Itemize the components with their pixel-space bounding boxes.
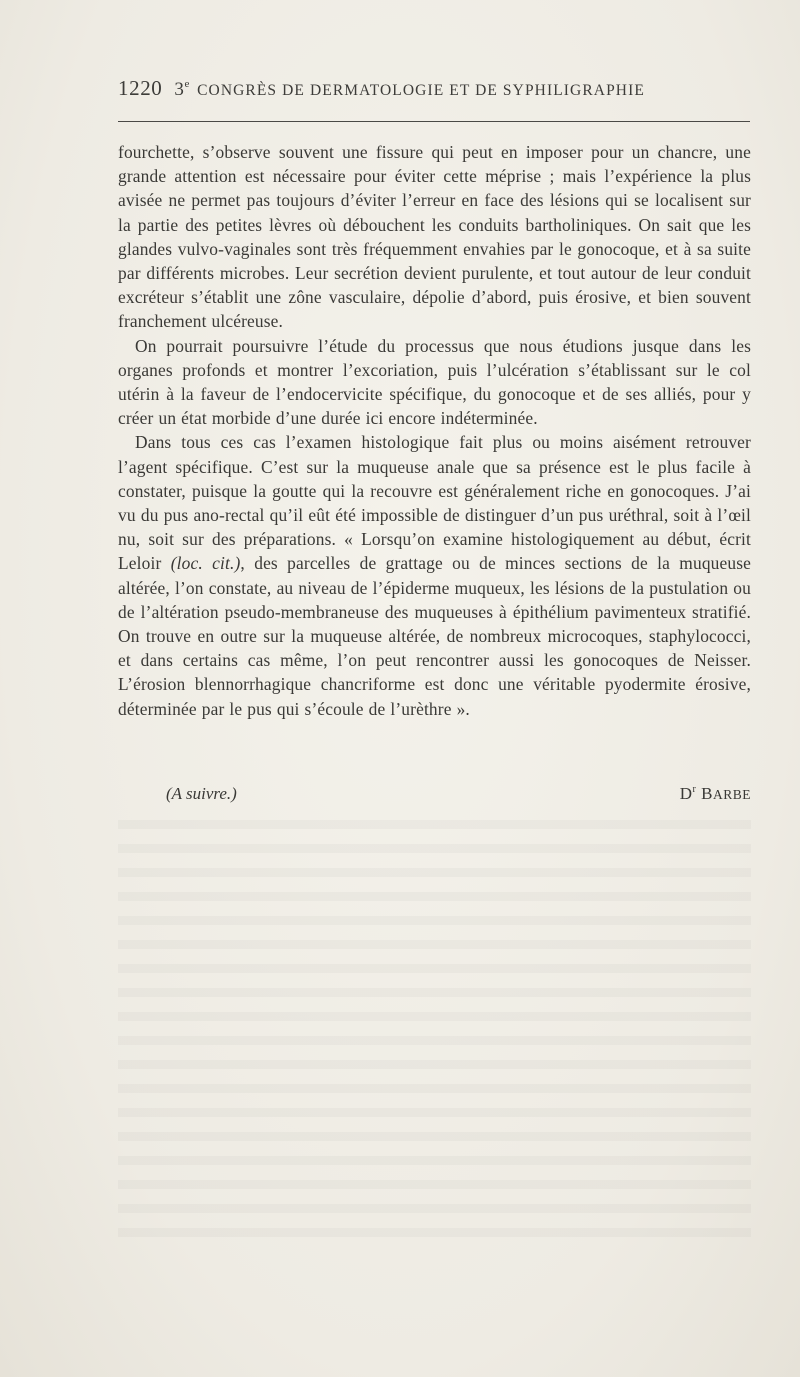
citation-loc-cit: (loc. cit.)	[170, 553, 241, 574]
page-number: 1220	[118, 76, 163, 100]
article-body	[118, 140, 751, 721]
author-signature	[680, 784, 751, 804]
author-title-sup: r	[692, 784, 697, 795]
paragraph-3-part-1: Dans tous ces cas l’examen histologique fait plus ou moins aisément retrouver l’agent spécifique. C’est sur la muqueuse anale que sa présence est le plus facile à constater, puisque la goutte qui la recouvre est généralement riche en gonocoques. J’ai vu du pus ano-rectal qu’il eût été impossible de distinguer d’un pus uréthral, soit à l’œil nu, soit sur des préparations. « Lorsqu’on examine histologiquement au début, écrit Leloir	[118, 432, 751, 574]
edition-number: 3	[174, 79, 185, 100]
paragraph-1: fourchette, s’observe souvent une fissure qui peut en imposer pour un chancre, une grande attention est nécessaire pour éviter cette méprise ; mais l’expérience la plus avisée ne permet pas toujours d’éviter l’erreur en face des lésions qui se localisent sur la partie des petites lèvres où débouchent les conduits bartholiniques. On sait que les glandes vulvo-vaginales sont très fréquemment envahies par le gonocoque, et à sa suite par différents microbes. Leur secrétion devient purulente, et tout autour de leur conduit excréteur s’établit une zône vasculaire, dépolie d’abord, puis érosive, et bien souvent franchement ulcéreuse.	[118, 142, 751, 332]
edition-label	[174, 79, 190, 100]
running-head	[118, 76, 750, 106]
running-title: CONGRÈS DE DERMATOLOGIE ET DE SYPHILIGRAPHIE	[197, 82, 645, 99]
paragraph-3	[118, 430, 751, 720]
author-name-initial: B	[701, 784, 713, 803]
to-be-continued: (A suivre.)	[166, 784, 237, 803]
edition-suffix: e	[184, 78, 190, 90]
paper-show-through	[118, 820, 751, 1240]
paragraph-2: On pourrait poursuivre l’étude du processus que nous étudions jusque dans les organes profonds et montrer l’excoriation, puis l’ulcération s’établissant sur le col utérin à la faveur de l’endocervicite spécifique, du gonocoque et de ses alliés, pour y créer un état morbide d’une durée ici encore indéterminée.	[118, 335, 751, 429]
author-title: D	[679, 784, 693, 803]
article-footer	[118, 784, 751, 810]
paragraph-3-part-2: , des parcelles de grattage ou de minces sections de la muqueuse altérée, l’on constate, au niveau de l’épiderme muqueux, les lésions de la pustulation ou de l’altération pseudo-membraneuse des muqueuses à épithélium pavimenteux stratifié. On trouve en outre sur la muqueuse altérée, de nombreux microcoques, staphylococci, et dans certains cas même, l’on peut rencontrer aussi les gonocoques de Neisser. L’érosion blennorrhagique chancriforme est donc une véritable pyodermite érosive, déterminée par le pus qui s’écoule de l’urèthre ».	[118, 553, 752, 719]
author-name-rest: ARBE	[712, 787, 751, 802]
header-rule	[118, 121, 750, 122]
